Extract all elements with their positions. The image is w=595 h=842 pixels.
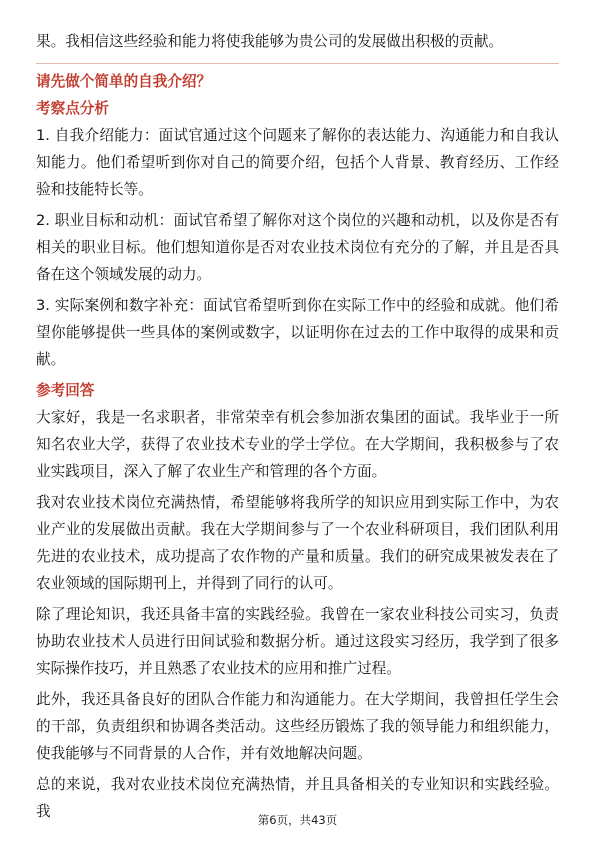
analysis-heading: 考察点分析 xyxy=(36,100,109,117)
answer-paragraph-3: 除了理论知识，我还具备丰富的实践经验。我曾在一家农业科技公司实习，负责协助农业技术人员进行田间试验和数据分析。通过这段实习经历，我学到了很多实际操作技巧，并且熟悉了农业技术的应用和推广过程。 xyxy=(36,606,559,677)
answer-paragraph-4: 此外，我还具备良好的团队合作能力和沟通能力。在大学期间，我曾担任学生会的干部，负责组织和协调各类活动。这些经历锻炼了我的领导能力和组织能力，使我能够与不同背景的人合作，并有效地解决问题。 xyxy=(36,691,559,762)
interview-question: 请先做个简单的自我介绍？ xyxy=(36,73,212,90)
page-footer: 第6页，共43页 xyxy=(257,813,338,827)
analysis-point-1: 1. 自我介绍能力：面试官通过这个问题来了解你的表达能力、沟通能力和自我认知能力。他们希望听到你对自己的简要介绍，包括个人背景、教育经历、工作经验和技能特长等。 xyxy=(36,127,559,198)
answer-heading: 参考回答 xyxy=(36,382,95,399)
analysis-point-2: 2. 职业目标和动机：面试官希望了解你对这个岗位的兴趣和动机，以及你是否有相关的职业目标。他们想知道你是否对农业技术岗位有充分的了解，并且是否具备在这个领域发展的动力。 xyxy=(36,212,559,283)
intro-tail-paragraph: 果。我相信这些经验和能力将使我能够为贵公司的发展做出积极的贡献。 xyxy=(36,33,504,50)
section-divider xyxy=(36,63,559,64)
answer-paragraph-2: 我对农业技术岗位充满热情，希望能够将我所学的知识应用到实际工作中，为农业产业的发展做出贡献。我在大学期间参与了一个农业科研项目，我们团队利用先进的农业技术，成功提高了农作物的产量和质量。我们的研究成果被发表在了农业领域的国际期刊上，并得到了同行的认可。 xyxy=(36,494,559,592)
document-body xyxy=(36,28,559,825)
answer-paragraph-1: 大家好，我是一名求职者，非常荣幸有机会参加浙农集团的面试。我毕业于一所知名农业大学，获得了农业技术专业的学士学位。在大学期间，我积极参与了农业实践项目，深入了解了农业生产和管理的各个方面。 xyxy=(36,409,559,480)
analysis-point-3: 3. 实际案例和数字补充：面试官希望听到你在实际工作中的经验和成就。他们希望你能够提供一些具体的案例或数字，以证明你在过去的工作中取得的成果和贡献。 xyxy=(36,297,559,368)
answer-paragraph-5: 总的来说，我对农业技术岗位充满热情，并且具备相关的专业知识和实践经验。我 xyxy=(36,776,559,820)
